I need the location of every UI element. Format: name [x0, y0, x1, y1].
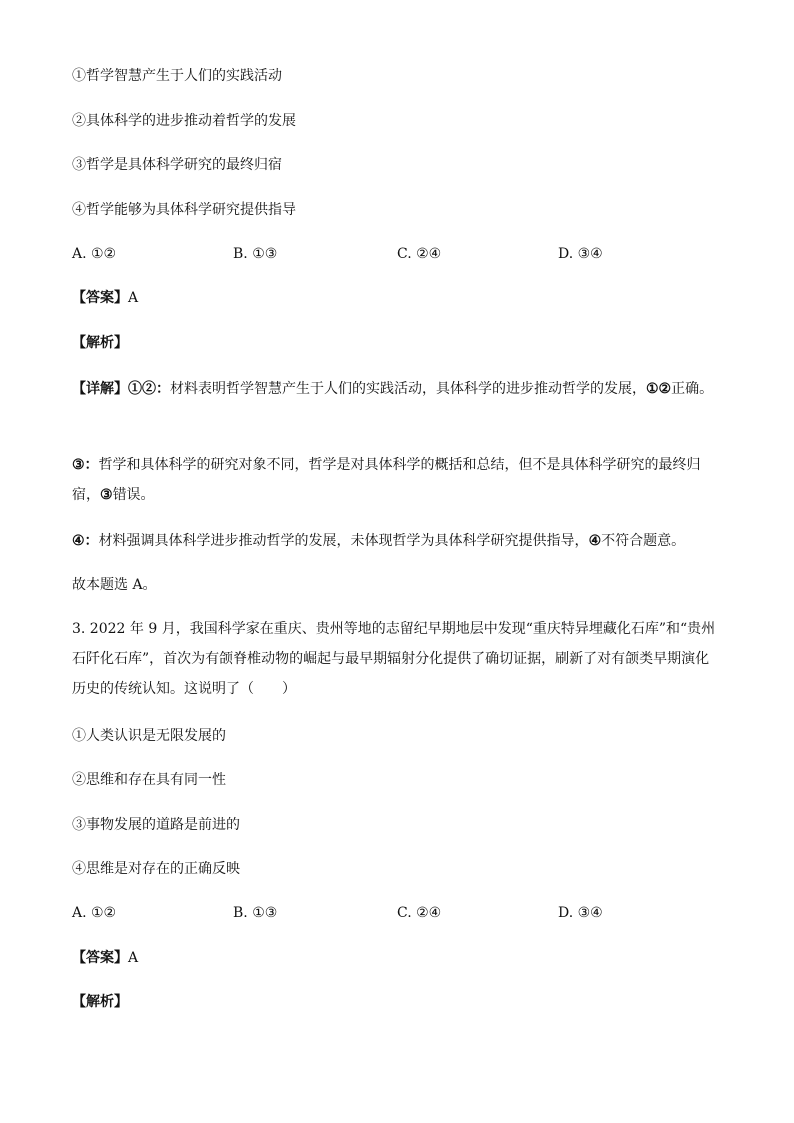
q3-option-b: B. ①③: [233, 905, 278, 921]
analysis-tag: 【解析】: [72, 335, 128, 351]
answer-tag: 【答案】: [72, 950, 128, 966]
q2-option-a: A. ①②: [72, 246, 117, 262]
q3-analysis-tag: [72, 992, 128, 1012]
q3-answer: [72, 948, 138, 968]
q3-options: [72, 903, 722, 923]
detail-1-tail: 正确。: [671, 381, 714, 397]
q2-detail-2: [72, 450, 722, 510]
q2-option-b: B. ①③: [233, 246, 278, 262]
q2-detail-1: [72, 374, 722, 404]
q3-statement-4: ④思维是对存在的正确反映: [72, 861, 240, 877]
detail-2-text: 哲学和具体科学的研究对象不同，哲学是对具体科学的概括和总结，但不是具体科学研究的最终归宿，: [72, 457, 701, 503]
detail-2-tail: 错误。: [112, 487, 155, 503]
q2-option-c: C. ②④: [397, 246, 442, 262]
q2-statement-4: ④哲学能够为具体科学研究提供指导: [72, 202, 296, 218]
q3-statement-3: ③事物发展的道路是前进的: [72, 817, 240, 833]
detail-1-key: ①②：: [128, 381, 170, 397]
q2-statement-2: ②具体科学的进步推动着哲学的发展: [72, 113, 296, 129]
q3-statement-1: ①人类认识是无限发展的: [72, 728, 226, 744]
answer-tag: 【答案】: [72, 290, 128, 306]
detail-2-mark: ③: [100, 487, 113, 503]
q2-option-d: D. ③④: [558, 246, 603, 262]
detail-3-mark: ④: [588, 533, 602, 549]
q2-analysis-tag: [72, 333, 128, 353]
detail-3-text: 材料强调具体科学进步推动哲学的发展，未体现哲学为具体科学研究提供指导，: [98, 533, 589, 549]
q2-conclusion: 故本题选 A。: [72, 577, 157, 593]
q2-statement-3: ③哲学是具体科学研究的最终归宿: [72, 157, 282, 173]
q2-statement-1: ①哲学智慧产生于人们的实践活动: [72, 68, 282, 84]
q3-option-c: C. ②④: [397, 905, 442, 921]
detail-1-text: 材料表明哲学智慧产生于人们的实践活动，具体科学的进步推动哲学的发展，: [170, 381, 646, 397]
q3-option-d: D. ③④: [558, 905, 603, 921]
q3-stem: 3. 2022 年 9 月，我国科学家在重庆、贵州等地的志留纪早期地层中发现“重庆特异埋藏化石库”和“贵州石阡化石库”，首次为有颌脊椎动物的崛起与最早期辐射分化提供了确切证据，刷新了对有颌类早期演化历史的传统认知。这说明了（ ）: [72, 621, 716, 697]
detail-3-tail: 不符合题意。: [601, 533, 686, 549]
detail-3-key: ④：: [72, 533, 99, 549]
answer-value: A: [128, 290, 139, 306]
answer-value: A: [128, 950, 139, 966]
q3-option-a: A. ①②: [72, 905, 117, 921]
q3-statement-2: ②思维和存在具有同一性: [72, 772, 226, 788]
detail-2-key: ③：: [72, 457, 99, 473]
q2-detail-3: [72, 526, 722, 556]
q2-options: [72, 244, 722, 264]
q2-answer: [72, 288, 138, 308]
detail-tag: 【详解】: [72, 381, 128, 397]
detail-1-mark: ①②: [646, 381, 672, 397]
analysis-tag: 【解析】: [72, 994, 128, 1010]
